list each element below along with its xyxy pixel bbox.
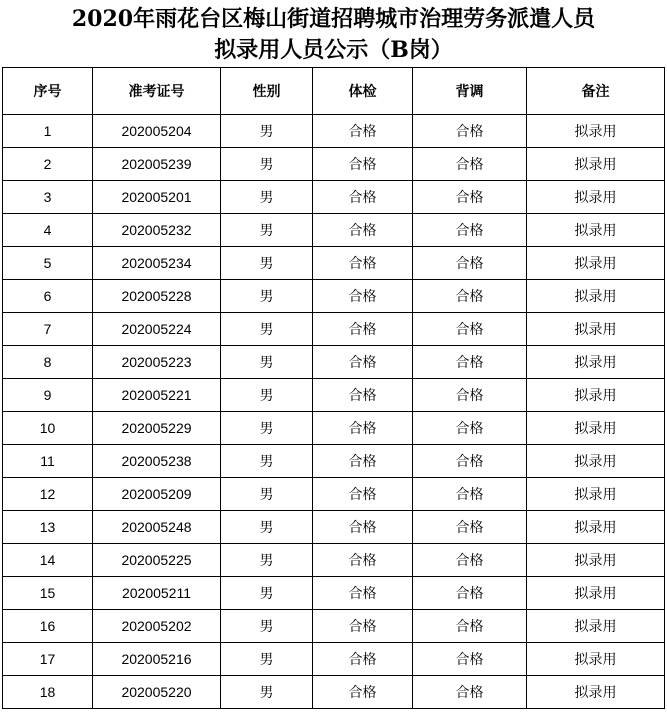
gender-cell: 男 (221, 346, 313, 379)
seq-cell: 11 (3, 445, 93, 478)
remarks-cell: 拟录用 (527, 148, 665, 181)
remarks-cell: 拟录用 (527, 280, 665, 313)
seq-cell: 8 (3, 346, 93, 379)
page-title-line-1: 2020年雨花台区梅山街道招聘城市治理劳务派遣人员 (71, 6, 596, 32)
gender-cell: 男 (221, 577, 313, 610)
background-cell: 合格 (413, 676, 527, 709)
exam-id-cell: 202005248 (93, 511, 221, 544)
exam-id-cell: 202005229 (93, 412, 221, 445)
seq-cell: 3 (3, 181, 93, 214)
header-exam-id: 准考证号 (93, 68, 221, 115)
table-row (3, 181, 665, 214)
background-cell: 合格 (413, 445, 527, 478)
exam-id-cell: 202005211 (93, 577, 221, 610)
gender-cell: 男 (221, 412, 313, 445)
results-table (2, 67, 665, 709)
exam-id-cell: 202005228 (93, 280, 221, 313)
exam-id-cell: 202005204 (93, 115, 221, 148)
physical-cell: 合格 (313, 379, 413, 412)
seq-cell: 14 (3, 544, 93, 577)
remarks-cell: 拟录用 (527, 247, 665, 280)
gender-cell: 男 (221, 379, 313, 412)
remarks-cell: 拟录用 (527, 511, 665, 544)
background-cell: 合格 (413, 247, 527, 280)
background-cell: 合格 (413, 511, 527, 544)
background-cell: 合格 (413, 148, 527, 181)
remarks-cell: 拟录用 (527, 676, 665, 709)
physical-cell: 合格 (313, 445, 413, 478)
table-row (3, 412, 665, 445)
seq-cell: 4 (3, 214, 93, 247)
physical-cell: 合格 (313, 214, 413, 247)
exam-id-cell: 202005238 (93, 445, 221, 478)
gender-cell: 男 (221, 544, 313, 577)
remarks-cell: 拟录用 (527, 610, 665, 643)
header-seq: 序号 (3, 68, 93, 115)
remarks-cell: 拟录用 (527, 346, 665, 379)
physical-cell: 合格 (313, 280, 413, 313)
background-cell: 合格 (413, 313, 527, 346)
remarks-cell: 拟录用 (527, 115, 665, 148)
page-title-line-2: 拟录用人员公示（B岗） (214, 37, 453, 63)
physical-cell: 合格 (313, 247, 413, 280)
exam-id-cell: 202005209 (93, 478, 221, 511)
exam-id-cell: 202005232 (93, 214, 221, 247)
physical-cell: 合格 (313, 577, 413, 610)
seq-cell: 12 (3, 478, 93, 511)
exam-id-cell: 202005220 (93, 676, 221, 709)
header-background: 背调 (413, 68, 527, 115)
seq-cell: 1 (3, 115, 93, 148)
seq-cell: 17 (3, 643, 93, 676)
remarks-cell: 拟录用 (527, 379, 665, 412)
seq-cell: 7 (3, 313, 93, 346)
table-row (3, 445, 665, 478)
physical-cell: 合格 (313, 643, 413, 676)
exam-id-cell: 202005234 (93, 247, 221, 280)
remarks-cell: 拟录用 (527, 181, 665, 214)
exam-id-cell: 202005201 (93, 181, 221, 214)
table-row (3, 280, 665, 313)
physical-cell: 合格 (313, 610, 413, 643)
gender-cell: 男 (221, 445, 313, 478)
table-body (3, 115, 665, 709)
table-row (3, 247, 665, 280)
background-cell: 合格 (413, 214, 527, 247)
table-row (3, 643, 665, 676)
table-row (3, 346, 665, 379)
physical-cell: 合格 (313, 412, 413, 445)
gender-cell: 男 (221, 214, 313, 247)
background-cell: 合格 (413, 346, 527, 379)
gender-cell: 男 (221, 181, 313, 214)
background-cell: 合格 (413, 379, 527, 412)
seq-cell: 5 (3, 247, 93, 280)
remarks-cell: 拟录用 (527, 643, 665, 676)
physical-cell: 合格 (313, 181, 413, 214)
exam-id-cell: 202005223 (93, 346, 221, 379)
remarks-cell: 拟录用 (527, 214, 665, 247)
physical-cell: 合格 (313, 313, 413, 346)
table-row (3, 478, 665, 511)
seq-cell: 16 (3, 610, 93, 643)
gender-cell: 男 (221, 676, 313, 709)
exam-id-cell: 202005239 (93, 148, 221, 181)
table-row (3, 379, 665, 412)
gender-cell: 男 (221, 148, 313, 181)
exam-id-cell: 202005225 (93, 544, 221, 577)
physical-cell: 合格 (313, 676, 413, 709)
header-remarks: 备注 (527, 68, 665, 115)
background-cell: 合格 (413, 181, 527, 214)
header-gender: 性别 (221, 68, 313, 115)
seq-cell: 9 (3, 379, 93, 412)
remarks-cell: 拟录用 (527, 313, 665, 346)
remarks-cell: 拟录用 (527, 544, 665, 577)
table-row (3, 511, 665, 544)
table-row (3, 577, 665, 610)
gender-cell: 男 (221, 313, 313, 346)
background-cell: 合格 (413, 610, 527, 643)
physical-cell: 合格 (313, 511, 413, 544)
background-cell: 合格 (413, 544, 527, 577)
gender-cell: 男 (221, 115, 313, 148)
table-row (3, 676, 665, 709)
seq-cell: 15 (3, 577, 93, 610)
remarks-cell: 拟录用 (527, 445, 665, 478)
remarks-cell: 拟录用 (527, 478, 665, 511)
seq-cell: 10 (3, 412, 93, 445)
physical-cell: 合格 (313, 115, 413, 148)
physical-cell: 合格 (313, 478, 413, 511)
seq-cell: 6 (3, 280, 93, 313)
header-physical: 体检 (313, 68, 413, 115)
table-row (3, 115, 665, 148)
table-row (3, 313, 665, 346)
table-header (3, 68, 665, 115)
exam-id-cell: 202005224 (93, 313, 221, 346)
remarks-cell: 拟录用 (527, 412, 665, 445)
remarks-cell: 拟录用 (527, 577, 665, 610)
seq-cell: 2 (3, 148, 93, 181)
table-row (3, 610, 665, 643)
gender-cell: 男 (221, 280, 313, 313)
background-cell: 合格 (413, 478, 527, 511)
exam-id-cell: 202005221 (93, 379, 221, 412)
gender-cell: 男 (221, 478, 313, 511)
table-row (3, 148, 665, 181)
physical-cell: 合格 (313, 346, 413, 379)
gender-cell: 男 (221, 610, 313, 643)
seq-cell: 18 (3, 676, 93, 709)
background-cell: 合格 (413, 412, 527, 445)
background-cell: 合格 (413, 280, 527, 313)
gender-cell: 男 (221, 247, 313, 280)
background-cell: 合格 (413, 643, 527, 676)
physical-cell: 合格 (313, 544, 413, 577)
table-row (3, 214, 665, 247)
exam-id-cell: 202005216 (93, 643, 221, 676)
background-cell: 合格 (413, 115, 527, 148)
exam-id-cell: 202005202 (93, 610, 221, 643)
gender-cell: 男 (221, 511, 313, 544)
header-row (3, 68, 665, 115)
table-row (3, 544, 665, 577)
background-cell: 合格 (413, 577, 527, 610)
seq-cell: 13 (3, 511, 93, 544)
physical-cell: 合格 (313, 148, 413, 181)
gender-cell: 男 (221, 643, 313, 676)
